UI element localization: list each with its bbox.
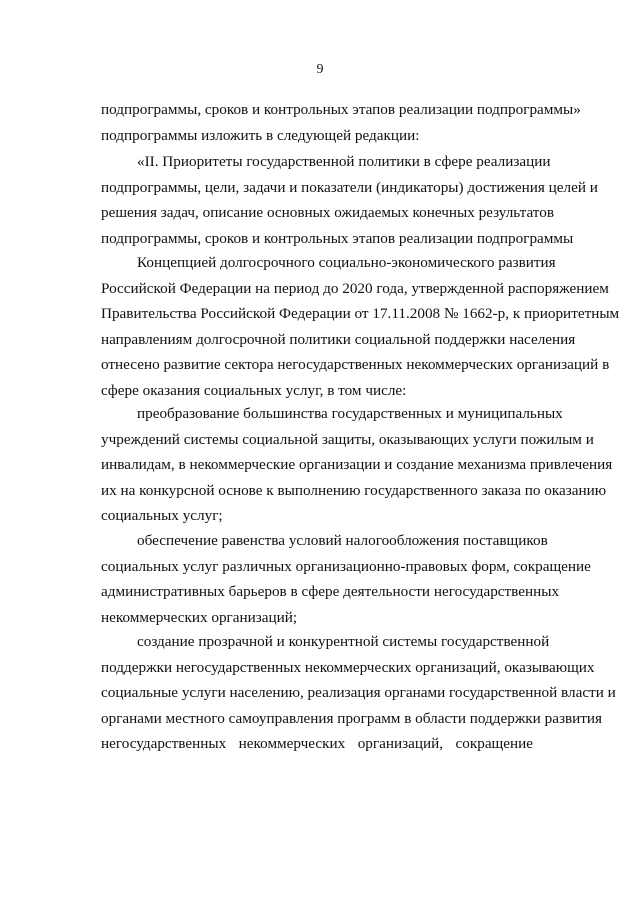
text-line: решения задач, описание основных ожидаемых конечных результатов: [101, 204, 555, 222]
text-line: сфере оказания социальных услуг, в том числе:: [101, 381, 407, 399]
paragraph-concept: [101, 250, 620, 404]
text-line: Концепцией долгосрочного социально-экономического развития: [137, 254, 556, 271]
text-line: некоммерческих организаций;: [101, 608, 298, 626]
text-line: создание прозрачной и конкурентной системы государственной: [137, 633, 550, 650]
text-line: социальные услуги населению, реализация органами государственной власти и: [101, 684, 616, 702]
paragraph-support-system: [101, 629, 616, 757]
text-line: социальных услуг различных организационно-правовых форм, сокращение: [101, 557, 591, 575]
text-line: подпрограммы, цели, задачи и показатели (индикаторы) достижения целей и: [101, 178, 598, 196]
text-line: поддержки негосударственных некоммерческих организаций, оказывающих: [101, 658, 595, 676]
text-line: инвалидам, в некоммерческие организации и создание механизма привлечения: [101, 456, 613, 474]
text-line: социальных услуг;: [101, 507, 223, 525]
text-line: направлениям долгосрочной политики социальной поддержки населения: [101, 330, 576, 348]
text-line: Российской Федерации на период до 2020 года, утвержденной распоряжением: [101, 279, 609, 297]
text-line: учреждений системы социальной защиты, оказывающих услуги пожилым и: [101, 430, 594, 448]
text-line: их на конкурсной основе к выполнению государственного заказа по оказанию: [101, 481, 607, 499]
paragraph-transformation: [101, 401, 613, 529]
text-line: «II. Приоритеты государственной политики в сфере реализации: [137, 153, 551, 170]
text-line: подпрограммы, сроков и контрольных этапов реализации подпрограммы»: [101, 101, 581, 118]
text-line: Правительства Российской Федерации от 17.11.2008 № 1662-р, к приоритетным: [101, 305, 620, 323]
text-line: негосударственных некоммерческих организаций, сокращение: [101, 735, 533, 753]
text-line: подпрограммы, сроков и контрольных этапов реализации подпрограммы: [101, 229, 574, 247]
paragraph-tax-equality: [101, 528, 591, 630]
text-line: подпрограммы изложить в следующей редакции:: [101, 126, 420, 144]
text-line: преобразование большинства государственных и муниципальных: [137, 405, 563, 422]
page-number: 9: [316, 62, 324, 77]
paragraph-intro: [101, 97, 581, 148]
text-line: отнесено развитие сектора негосударственных некоммерческих организаций в: [101, 356, 610, 374]
text-line: органами местного самоуправления программ в области поддержки развития: [101, 709, 602, 727]
text-line: административных барьеров в сфере деятельности негосударственных: [101, 583, 560, 601]
section-heading: [101, 149, 598, 251]
text-line: обеспечение равенства условий налогообложения поставщиков: [137, 532, 548, 549]
